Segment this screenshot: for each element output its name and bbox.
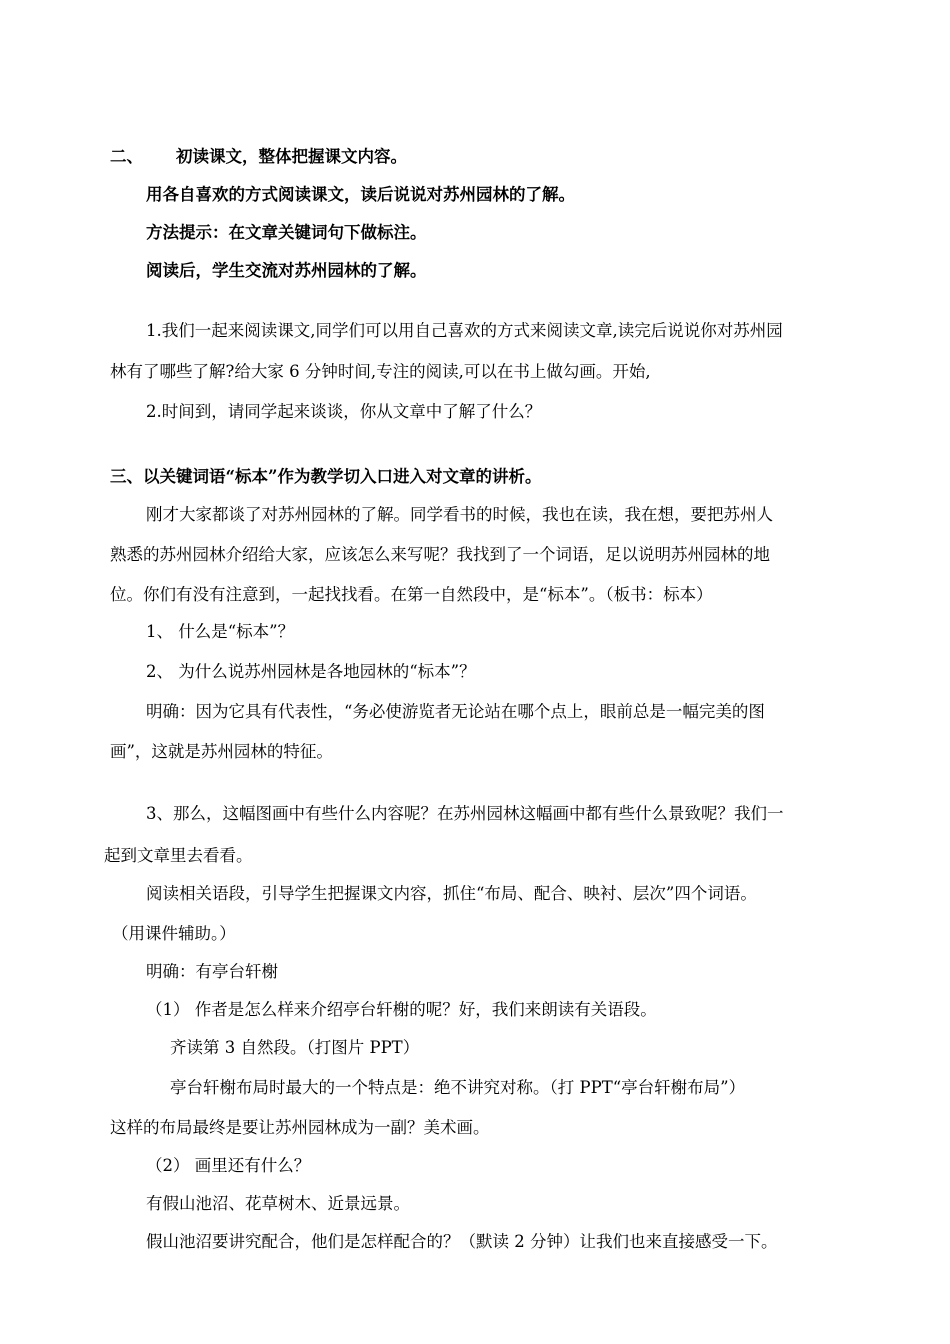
sub-question-2-line2: 假山池沼要讲究配合，他们是怎样配合的？（默读 2 分钟）让我们也来直接感受一下。 (146, 1232, 778, 1251)
reading-guide-line2: （用课件辅助。） (112, 924, 236, 943)
section3-title: 三、以关键词语“标本”作为教学切入口进入对文章的讲析。 (110, 467, 542, 486)
section2-line1: 用各自喜欢的方式阅读课文，读后说说对苏州园林的了解。 (146, 185, 575, 204)
section3-intro-line2: 熟悉的苏州园林介绍给大家，应该怎么来写呢？我找到了一个词语，足以说明苏州园林的地 (110, 545, 770, 564)
sub-question-1: （1） 作者是怎么样来介绍亭台轩榭的呢？好，我们来朗读有关语段。 (146, 1000, 657, 1019)
section3-intro-line1: 刚才大家都谈了对苏州园林的了解。同学看书的时候，我也在读，我在想，要把苏州人 (146, 505, 773, 524)
section2-line2: 方法提示：在文章关键词句下做标注。 (146, 223, 427, 242)
section2-number: 二、 (110, 147, 143, 166)
answer-line1: 明确：因为它具有代表性，“务必使游览者无论站在哪个点上，眼前总是一幅完美的图 (146, 702, 765, 721)
question-3-line2: 起到文章里去看看。 (104, 846, 253, 865)
sub-question-2: （2） 画里还有什么？ (146, 1156, 311, 1175)
section2-line3: 阅读后，学生交流对苏州园林的了解。 (146, 261, 427, 280)
question-1: 1、 什么是“标本”？ (146, 622, 295, 641)
answer-line2: 画”，这就是苏州园林的特征。 (110, 742, 333, 761)
sub-question-1-feature-line1: 亭台轩榭布局时最大的一个特点是：绝不讲究对称。（打 PPT“亭台轩榭布局”） (170, 1078, 746, 1097)
section2-paragraph1-line2: 林有了哪些了解?给大家 6 分钟时间,专注的阅读,可以在书上做勾画。开始, (110, 362, 651, 381)
section2-title: 初读课文，整体把握课文内容。 (176, 147, 407, 166)
sub-question-1-reading: 齐读第 3 自然段。（打图片 PPT） (170, 1038, 420, 1057)
clarify-line: 明确：有亭台轩榭 (146, 962, 278, 981)
reading-guide-line1: 阅读相关语段，引导学生把握课文内容，抓住“布局、配合、映衬、层次”四个词语。 (146, 884, 757, 903)
sub-question-1-feature-line2: 这样的布局最终是要让苏州园林成为一副？美术画。 (110, 1118, 490, 1137)
question-3-line1: 3、那么，这幅图画中有些什么内容呢？在苏州园林这幅画中都有些什么景致呢？我们一 (146, 804, 784, 823)
question-2: 2、 为什么说苏州园林是各地园林的“标本”？ (146, 662, 476, 681)
section2-paragraph1-line1: 1.我们一起来阅读课文,同学们可以用自己喜欢的方式来阅读文章,读完后说说你对苏州园 (146, 321, 783, 340)
section3-intro-line3: 位。你们有没有注意到，一起找找看。在第一自然段中，是“标本”。（板书：标本） (110, 585, 713, 604)
sub-question-2-line1: 有假山池沼、花草树木、近景远景。 (146, 1194, 410, 1213)
section2-paragraph2: 2.时间到，请同学起来谈谈，你从文章中了解了什么？ (146, 402, 542, 421)
